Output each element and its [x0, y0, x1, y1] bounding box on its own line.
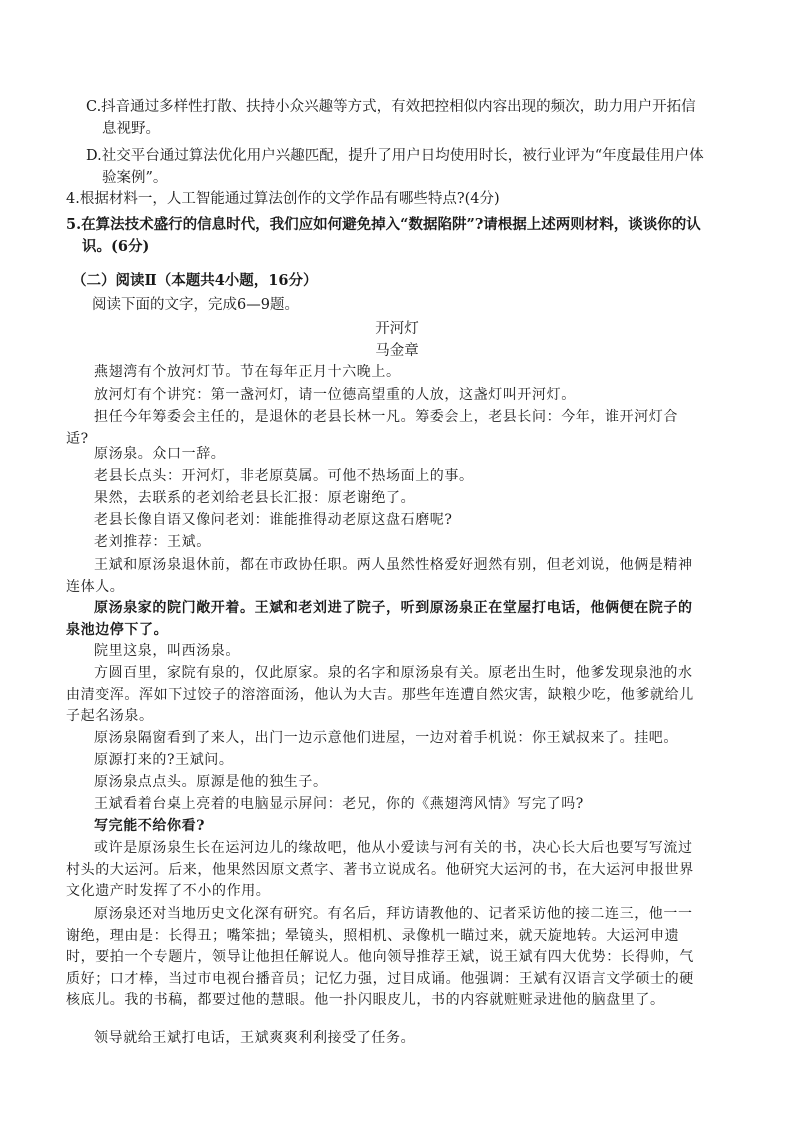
story-paragraph: 原源打来的?王斌问。 [94, 752, 234, 768]
story-paragraph: 燕翅湾有个放河灯节。节在每年正月十六晚上。 [94, 364, 401, 380]
question-5: 5.在算法技术盛行的信息时代，我们应如何避免掉入“数据陷阱”?请根据上述两则材料，谈谈你的认识。(6分) [66, 216, 701, 255]
story-paragraph: 担任今年筹委会主任的，是退休的老县长林一凡。筹委会上，老县长问：今年，谁开河灯合适? [66, 409, 678, 447]
story-paragraph: 或许是原汤泉生长在运河边儿的缘故吧，他从小爱读与河有关的书，决心长大后也要写写流过村头的大运河。后来，他果然因原文煮字、著书立说成名。他研究大运河的书，在大运河申报世界文化遗产时发挥了不小的作用。 [66, 840, 694, 899]
story-paragraph: 原汤泉还对当地历史文化深有研究。有名后，拜访请教他的、记者采访他的接二连三，他一一谢绝，理由是：长得丑；嘴笨拙；晕镜头，照相机、录像机一瞄过来，就天旋地转。大运河申遗时，要拍一个专题片，领导让他担任解说人。他向领导推荐王斌，说王斌有四大优势：长得帅，气质好；口才棒，当过市电视台播音员；记忆力强，过目成诵。他强调：王斌有汉语言文学硕士的硬核底儿。我的书稿，都要过他的慧眼。他一扑闪眼皮儿，书的内容就赃赃录进他的脑盘里了。 [66, 906, 694, 1008]
story-author: 马金章 [375, 343, 419, 359]
story-paragraph: 院里这泉，叫西汤泉。 [94, 643, 240, 659]
story-paragraph: 老县长点头：开河灯，非老原莫属。可他不热场面上的事。 [94, 468, 474, 484]
story-paragraph: 王斌看着台桌上亮着的电脑显示屏问：老兄，你的《燕翅湾风情》写完了吗? [94, 796, 584, 812]
option-d: D.社交平台通过算法优化用户兴趣匹配，提升了用户日均使用时长，被行业评为“年度最佳用户体验案例”。 [86, 148, 704, 186]
question-4: 4.根据材料一，人工智能通过算法创作的文学作品有哪些特点?(4分) [66, 191, 500, 207]
story-paragraph: 老刘推荐：王斌。 [94, 534, 211, 550]
story-paragraph: 原汤泉隔窗看到了来人，出门一边示意他们进屋，一边对着手机说：你王斌叔来了。挂吧。 [94, 730, 678, 746]
option-c: C.抖音通过多样性打散、扶持小众兴趣等方式，有效把控相似内容出现的频次，助力用户开拓信息视野。 [86, 99, 696, 137]
story-paragraph: 领导就给王斌打电话，王斌爽爽利利接受了任务。 [94, 1030, 416, 1046]
story-title: 开河灯 [375, 321, 419, 337]
story-paragraph: 王斌和原汤泉退休前，都在市政协任职。两人虽然性格爱好迥然有别，但老刘说，他俩是精神连体人。 [66, 557, 693, 595]
story-paragraph: 放河灯有个讲究：第一盏河灯，请一位德高望重的人放，这盏灯叫开河灯。 [94, 387, 576, 403]
story-paragraph-bold: 原汤泉家的院门敞开着。王斌和老刘进了院子，听到原汤泉正在堂屋打电话，他俩便在院子的泉池边停下了。 [66, 600, 693, 638]
story-paragraph: 原汤泉。众口一辞。 [94, 446, 226, 462]
reading-instruction: 阅读下面的文字，完成6—9题。 [92, 297, 299, 313]
story-paragraph: 方圆百里，家院有泉的，仅此原家。泉的名字和原汤泉有关。原老出生时，他爹发现泉池的水由清变浑。浑如下过饺子的溶溶面汤，他认为大吉。那些年连遭自然灾害，缺粮少吃，他爹就给儿子起名汤泉。 [66, 665, 694, 724]
story-paragraph: 果然，去联系的老刘给老县长汇报：原老谢绝了。 [94, 490, 416, 506]
section-title: （二）阅读Ⅱ（本题共4小题，16分） [72, 272, 318, 289]
story-paragraph: 原汤泉点点头。原源是他的独生子。 [94, 774, 328, 790]
story-paragraph-bold: 写完能不给你看? [94, 818, 206, 834]
story-paragraph: 老县长像自语又像问老刘：谁能推得动老原这盘石磨呢? [94, 512, 453, 528]
